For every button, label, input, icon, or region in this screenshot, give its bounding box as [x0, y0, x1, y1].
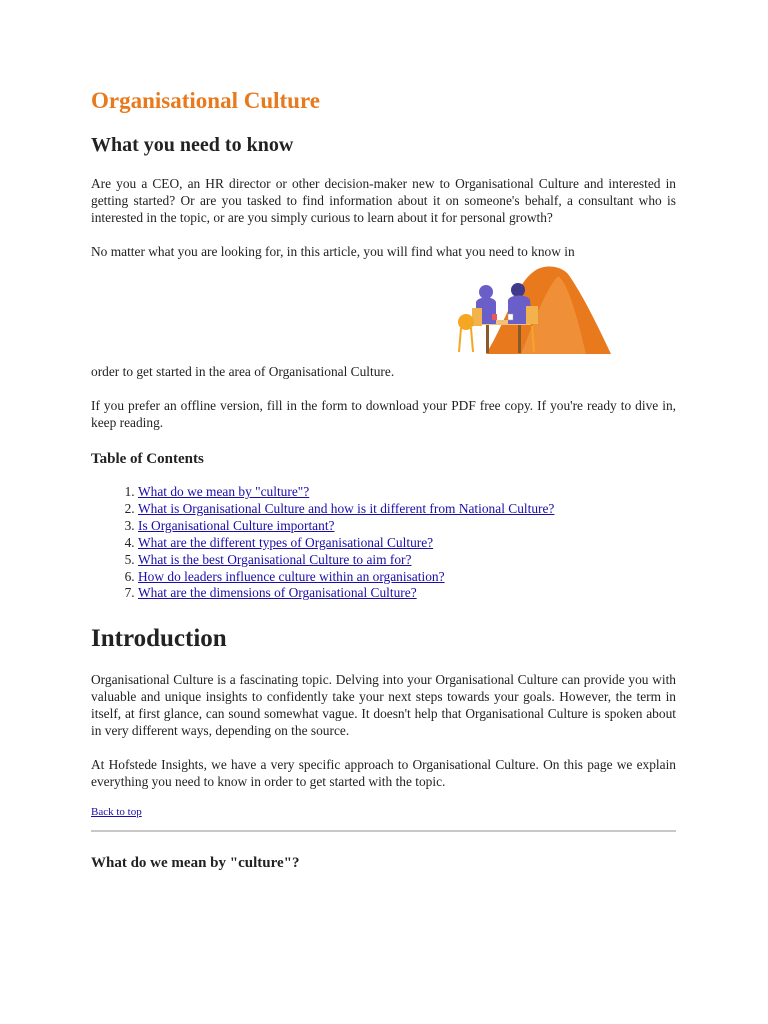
toc-item	[138, 535, 676, 552]
toc-link-types[interactable]: What are the different types of Organisational Culture?	[138, 534, 434, 550]
toc-item	[138, 518, 676, 535]
people-meeting-illustration-icon	[446, 262, 616, 358]
paragraph-2-end: order to get started in the area of Organisational Culture.	[91, 364, 395, 379]
toc-link-dimensions[interactable]: What are the dimensions of Organisational Culture?	[138, 585, 417, 601]
toc-link-leaders[interactable]: How do leaders influence culture within an organisation?	[138, 568, 445, 584]
toc-item	[138, 501, 676, 518]
toc-item	[138, 569, 676, 586]
back-to-top-link[interactable]: Back to top	[91, 806, 142, 819]
article	[91, 84, 676, 873]
illustration-row	[91, 260, 676, 380]
introduction-heading: Introduction	[91, 625, 227, 653]
table-of-contents	[91, 484, 676, 602]
toc-link-important[interactable]: Is Organisational Culture important?	[138, 517, 335, 533]
introduction-paragraph-1: Organisational Culture is a fascinating topic. Delving into your Organisational Culture can provide you with valuable and unique insights to confidently take your next steps towards your goals. However, the term in itself, at first glance, can sound somewhat vague. It doesn't help that Organisational Culture is spoken about in very different ways, depending on the source.	[91, 672, 676, 739]
introduction-paragraph-2: At Hofstede Insights, we have a very specific approach to Organisational Culture. On this page we explain everything you need to know in order to get started with the topic.	[91, 757, 676, 790]
intro-paragraph: Are you a CEO, an HR director or other decision-maker new to Organisational Culture and interested in getting started? Or are you tasked to find information about it on someone's behalf, a consultant who is interested in the topic, or are you simply curious to learn about it for personal growth?	[91, 176, 676, 225]
toc-item	[138, 484, 676, 501]
section-heading-culture: What do we mean by "culture"?	[91, 855, 300, 872]
page-title: Organisational Culture	[91, 88, 320, 113]
page-subtitle: What you need to know	[91, 134, 294, 156]
paragraph-3: If you prefer an offline version, fill in the form to download your PDF free copy. If you're ready to dive in, keep reading.	[91, 398, 676, 430]
toc-item	[138, 552, 676, 569]
toc-link-culture[interactable]: What do we mean by "culture"?	[138, 484, 310, 499]
toc-item	[138, 585, 676, 602]
toc-link-best[interactable]: What is the best Organisational Culture to aim for?	[138, 551, 412, 567]
toc-heading: Table of Contents	[91, 451, 204, 467]
horizontal-divider	[91, 830, 676, 832]
toc-link-organisational-vs-national[interactable]: What is Organisational Culture and how is it different from National Culture?	[138, 500, 555, 516]
paragraph-2-start: No matter what you are looking for, in this article, you will find what you need to know in	[91, 244, 575, 259]
